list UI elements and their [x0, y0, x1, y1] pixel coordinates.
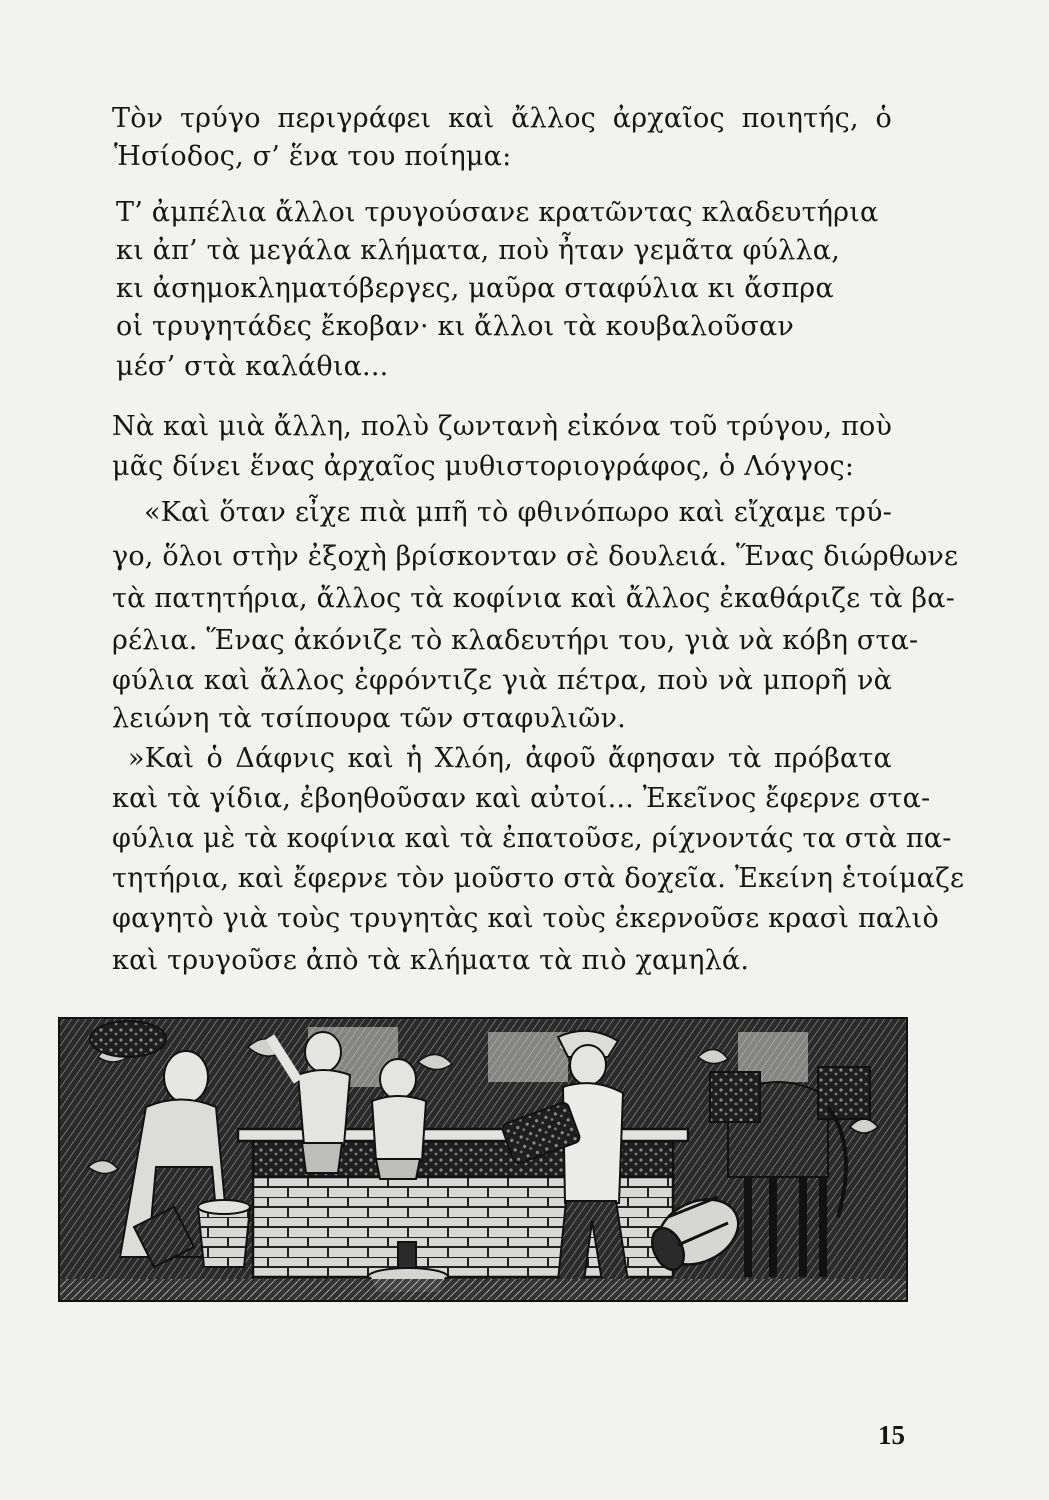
- poem-line: κι ἀπ’ τὰ μεγάλα κλήματα, ποὺ ἦταν γεμᾶτα φύλλα,: [116, 235, 841, 266]
- text-line: ρέλια. Ἕνας ἀκόνιζε τὸ κλαδευτήρι του, γιὰ νὰ κόβη στα-: [112, 625, 919, 656]
- poem-line: οἱ τρυγητάδες ἔκοβαν· κι ἄλλοι τὰ κουβαλοῦσαν: [116, 311, 795, 342]
- text-line: φύλια καὶ ἄλλος ἐφρόντιζε γιὰ πέτρα, ποὺ νὰ μπορῆ νὰ: [112, 665, 892, 696]
- text-line: Νὰ καὶ μιὰ ἄλλη, πολὺ ζωντανὴ εἰκόνα τοῦ τρύγου, ποὺ: [112, 411, 893, 442]
- text-line: «Καὶ ὅταν εἶχε πιὰ μπῆ τὸ φθινόπωρο καὶ εἴχαμε τρύ-: [144, 497, 892, 528]
- text-line: Τὸν τρύγο περιγράφει καὶ ἄλλος ἀρχαῖος ποιητής, ὁ: [112, 103, 892, 134]
- poem-line: κι ἀσημοκληματόβεργες, μαῦρα σταφύλια κι ἄσπρα: [116, 273, 834, 304]
- text-line: λειώνη τὰ τσίπουρα τῶν σταφυλιῶν.: [112, 703, 626, 734]
- text-line: καὶ τρυγοῦσε ἀπὸ τὰ κλήματα τὰ πιὸ χαμηλά.: [112, 945, 750, 976]
- text-line: »Καὶ ὁ Δάφνις καὶ ἡ Χλόη, ἀφοῦ ἄφησαν τὰ πρόβατα: [128, 743, 892, 774]
- text-line: καὶ τὰ γίδια, ἐβοηθοῦσαν καὶ αὐτοί... Ἐκεῖνος ἔφερνε στα-: [112, 783, 931, 814]
- text-line: τὰ πατητήρια, ἄλλος τὰ κοφίνια καὶ ἄλλος ἐκαθάριζε τὰ βα-: [112, 583, 955, 614]
- page-number: 15: [878, 1420, 905, 1450]
- text-line: φύλια μὲ τὰ κοφίνια καὶ τὰ ἐπατοῦσε, ρίχνοντάς τα στὰ πα-: [112, 823, 952, 854]
- text-line: γο, ὅλοι στὴν ἐξοχὴ βρίσκονταν σὲ δουλειά. Ἕνας διώρθωνε: [112, 541, 959, 572]
- text-line: φαγητὸ γιὰ τοὺς τρυγητὰς καὶ τοὺς ἐκερνοῦσε κρασὶ παλιὸ: [112, 903, 939, 934]
- grape-harvest-illustration: [58, 1017, 908, 1302]
- text-line: Ἡσίοδος, σ’ ἕνα του ποίημα:: [114, 141, 512, 172]
- poem-line: Τ’ ἀμπέλια ἄλλοι τρυγούσανε κρατῶντας κλαδευτήρια: [116, 197, 879, 228]
- poem-line: μέσ’ στὰ καλάθια...: [116, 351, 389, 382]
- text-line: μᾶς δίνει ἕνας ἀρχαῖος μυθιστοριογράφος, ὁ Λόγγος:: [112, 451, 855, 482]
- text-line: τητήρια, καὶ ἔφερνε τὸν μοῦστο στὰ δοχεῖα. Ἐκείνη ἑτοίμαζε: [112, 863, 965, 894]
